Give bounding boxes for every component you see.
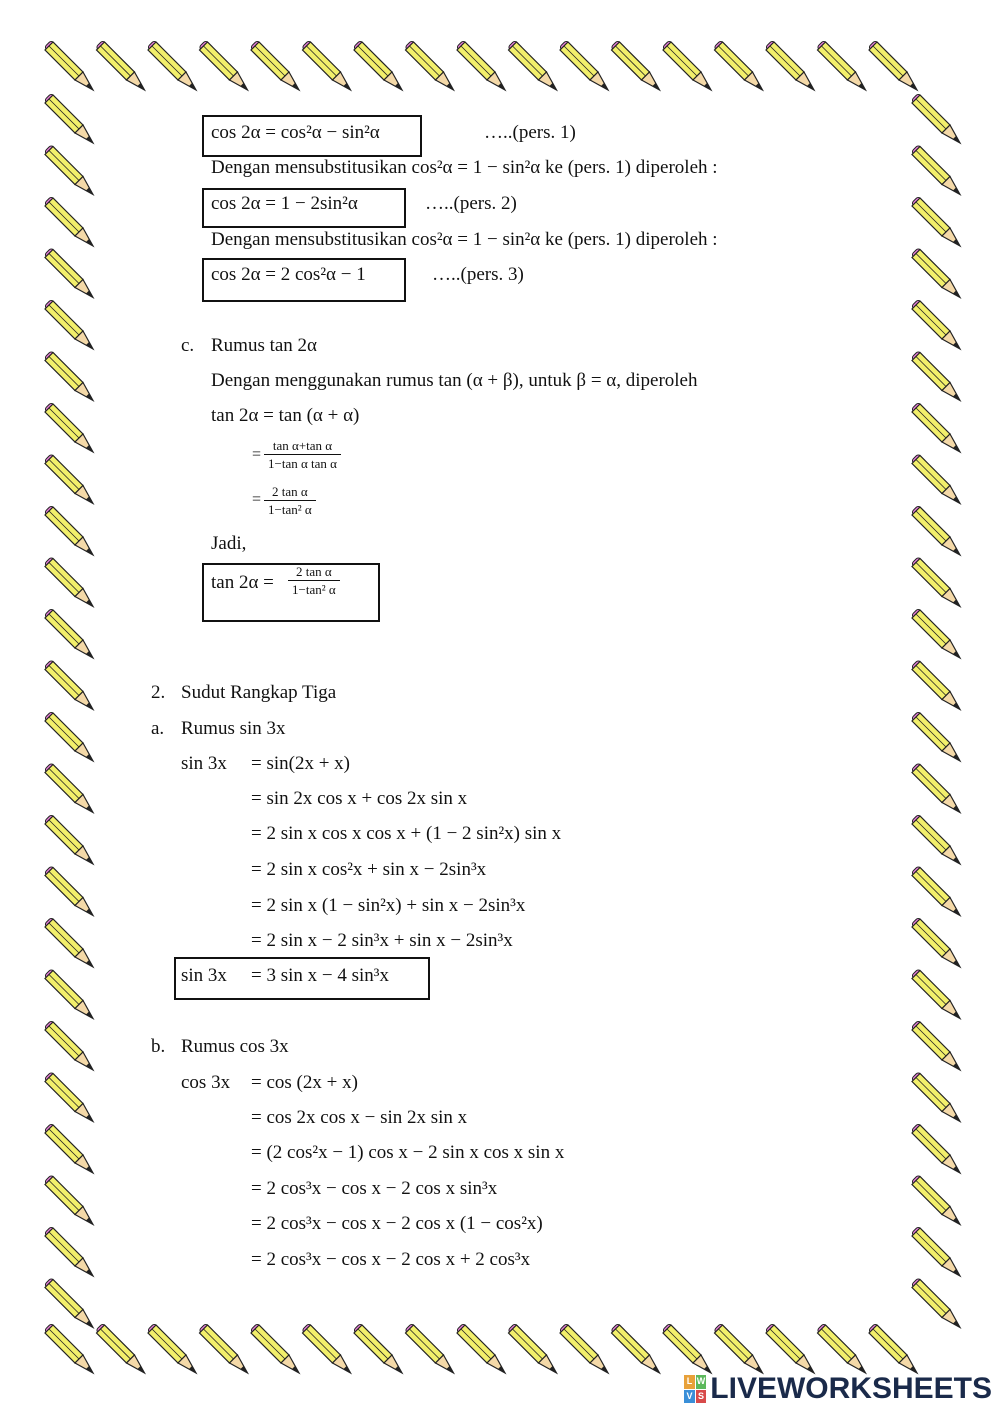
conclusion-label: Jadi, bbox=[211, 533, 247, 554]
item-label-b: b. bbox=[151, 1036, 166, 1057]
reference-pers3: …..(pers. 3) bbox=[432, 264, 524, 285]
equals-sign-2: = bbox=[252, 491, 262, 508]
sin3x-step-2: = sin 2x cos x + cos 2x sin x bbox=[251, 788, 468, 809]
reference-pers2: …..(pers. 2) bbox=[425, 193, 517, 214]
reference-pers1: …..(pers. 1) bbox=[484, 122, 576, 143]
item-label-a: a. bbox=[151, 718, 165, 739]
fraction-tan2a bbox=[288, 563, 340, 598]
section-title-triple-angle: Sudut Rangkap Tiga bbox=[181, 682, 337, 703]
fraction-tan-sum bbox=[264, 437, 341, 472]
substitution-text-2: Dengan mensubstitusikan cos²α = 1 − sin²α ke (pers. 1) diperoleh : bbox=[211, 229, 718, 250]
sin3x-step-6: = 2 sin x − 2 sin³x + sin x − 2sin³x bbox=[251, 930, 513, 951]
sin3x-step-5: = 2 sin x (1 − sin²x) + sin x − 2sin³x bbox=[251, 895, 526, 916]
equation-cos2a-pers3: cos 2α = 2 cos²α − 1 bbox=[211, 264, 366, 285]
sin3x-result-rhs: = 3 sin x − 4 sin³x bbox=[251, 965, 389, 986]
section-number-2: 2. bbox=[151, 682, 166, 703]
item-label-c: c. bbox=[181, 335, 195, 356]
tan2a-lhs: tan 2α = bbox=[211, 572, 274, 593]
cos3x-step-1: = cos (2x + x) bbox=[251, 1072, 358, 1093]
tan-intro-text: Dengan menggunakan rumus tan (α + β), untuk β = α, diperoleh bbox=[211, 370, 698, 391]
sin3x-step-4: = 2 sin x cos²x + sin x − 2sin³x bbox=[251, 859, 487, 880]
liveworksheets-logo[interactable] bbox=[684, 1371, 992, 1407]
cos3x-lhs: cos 3x bbox=[181, 1072, 231, 1093]
sin3x-lhs: sin 3x bbox=[181, 753, 227, 774]
cos3x-step-4: = 2 cos³x − cos x − 2 cos x sin³x bbox=[251, 1178, 498, 1199]
sin3x-step-3: = 2 sin x cos x cos x + (1 − 2 sin²x) sin x bbox=[251, 823, 562, 844]
sin3x-step-1: = sin(2x + x) bbox=[251, 753, 351, 774]
cos3x-step-3: = (2 cos²x − 1) cos x − 2 sin x cos x sin x bbox=[251, 1142, 565, 1163]
sin3x-result-lhs: sin 3x bbox=[181, 965, 227, 986]
logo-mark-letter: W bbox=[696, 1375, 707, 1389]
logo-mark-letter: L bbox=[684, 1375, 695, 1389]
logo-mark-letter: V bbox=[684, 1390, 695, 1404]
cos3x-step-5: = 2 cos³x − cos x − 2 cos x (1 − cos²x) bbox=[251, 1213, 543, 1234]
fraction-numerator: 2 tan α bbox=[288, 563, 340, 581]
equals-sign-1: = bbox=[252, 446, 262, 463]
fraction-denominator: 1−tan α tan α bbox=[268, 456, 337, 471]
fraction-denominator: 1−tan² α bbox=[292, 582, 336, 597]
logo-text: LIVEWORKSHEETS bbox=[710, 1372, 992, 1405]
heading-sin3x: Rumus sin 3x bbox=[181, 718, 286, 739]
logo-mark-letter: S bbox=[696, 1390, 707, 1404]
fraction-numerator: 2 tan α bbox=[264, 483, 316, 501]
heading-cos3x: Rumus cos 3x bbox=[181, 1036, 289, 1057]
equation-cos2a-pers2: cos 2α = 1 − 2sin²α bbox=[211, 193, 358, 214]
liveworksheets-logo-icon bbox=[684, 1375, 706, 1403]
fraction-tan-double bbox=[264, 483, 316, 518]
cos3x-step-6: = 2 cos³x − cos x − 2 cos x + 2 cos³x bbox=[251, 1249, 531, 1270]
equation-cos2a-pers1: cos 2α = cos²α − sin²α bbox=[211, 122, 380, 143]
tan-equation-1: tan 2α = tan (α + α) bbox=[211, 405, 360, 426]
heading-tan2a: Rumus tan 2α bbox=[211, 335, 318, 356]
cos3x-step-2: = cos 2x cos x − sin 2x sin x bbox=[251, 1107, 468, 1128]
substitution-text-1: Dengan mensubstitusikan cos²α = 1 − sin²α ke (pers. 1) diperoleh : bbox=[211, 157, 718, 178]
fraction-denominator: 1−tan² α bbox=[268, 502, 312, 517]
fraction-numerator: tan α+tan α bbox=[264, 437, 341, 455]
